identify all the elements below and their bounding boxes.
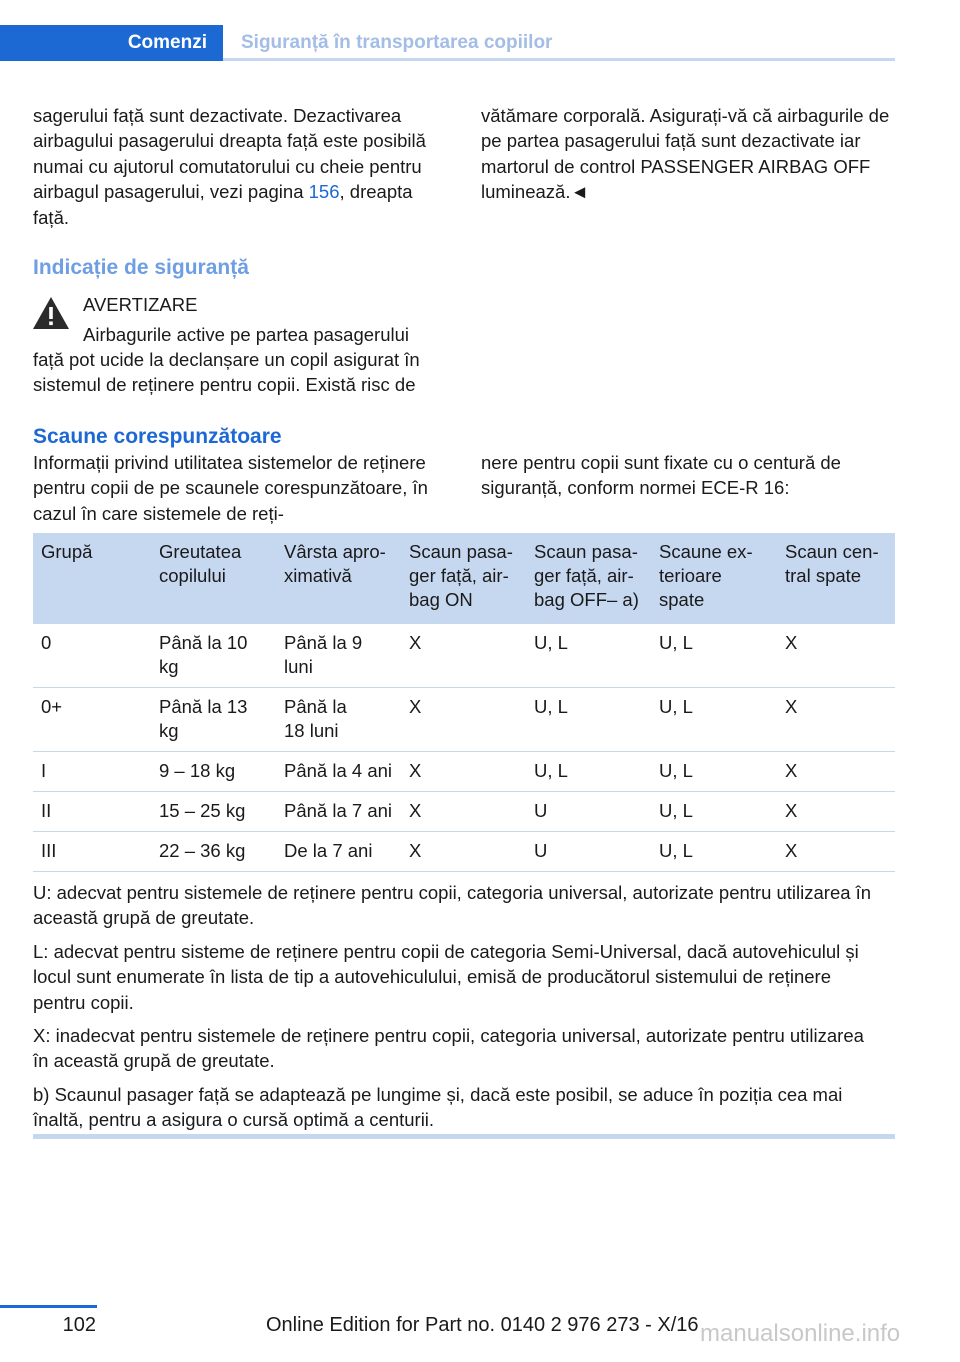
table-cell: U, L xyxy=(651,688,777,752)
table-cell: U, L xyxy=(526,752,651,792)
seats-table xyxy=(33,533,895,872)
table-row xyxy=(33,792,895,832)
header-bar xyxy=(0,25,895,61)
col-header-front-airbag-off: Scaun pasager față, airbag OFF– a) xyxy=(526,533,651,624)
table-cell: U, L xyxy=(526,688,651,752)
table-end-divider xyxy=(33,1134,895,1139)
table-cell: X xyxy=(401,688,526,752)
seats-heading: Scaune corespunzătoare xyxy=(33,425,282,448)
warning-text-first-line: Airbagurile active pe partea pasagerului xyxy=(83,324,410,345)
table-cell: X xyxy=(401,624,526,688)
page-link-156[interactable]: 156 xyxy=(308,181,340,203)
seats-intro-left: Informații privind utilitatea sistemelor de reținere pentru copii de pe scaunele corespunzătoare, în cazul în care sistemele de reți- xyxy=(33,452,428,524)
table-notes xyxy=(33,880,883,1141)
table-cell: Până la 18 luni xyxy=(276,688,401,752)
col-header-front-airbag-on: Scaun pasager față, airbag ON xyxy=(401,533,526,624)
table-cell: X xyxy=(777,752,895,792)
table-cell: De la 7 ani xyxy=(276,832,401,872)
warning-text: față pot ucide la declanșare un copil asigurat în sistemul de reținere pentru copii. Există risc de xyxy=(33,349,420,396)
table-cell: III xyxy=(33,832,151,872)
tab-section-title[interactable]: Siguranță în transportarea copiilor xyxy=(241,32,553,53)
table-cell: Până la 13 kg xyxy=(151,688,276,752)
intro-text-2: , dreapta față. xyxy=(33,181,413,228)
table-cell: II xyxy=(33,792,151,832)
table-cell: I xyxy=(33,752,151,792)
footer-accent-bar xyxy=(0,1305,97,1308)
table-cell: 0 xyxy=(33,624,151,688)
safety-heading: Indicație de siguranță xyxy=(33,256,249,279)
table-row xyxy=(33,688,895,752)
table-cell: Până la 10 kg xyxy=(151,624,276,688)
table-cell: X xyxy=(777,832,895,872)
table-cell: Până la 4 ani xyxy=(276,752,401,792)
table-cell: X xyxy=(401,832,526,872)
table-cell: 9 – 18 kg xyxy=(151,752,276,792)
table-cell: X xyxy=(777,792,895,832)
note-x: X: inadecvat pentru sistemele de reținere pentru copii, categoria universal, autorizate pentru utilizarea în această grupă de greutate. xyxy=(33,1025,864,1072)
table-cell: X xyxy=(777,688,895,752)
warning-label: AVERTIZARE xyxy=(83,294,198,315)
col-header-rear-outer: Scaune exterioare spate xyxy=(651,533,777,624)
watermark: manualsonline.info xyxy=(700,1320,901,1347)
col-header-age: Vârsta aproximativă xyxy=(276,533,401,624)
intro-text-1: sagerului față sunt dezactivate. Dezactivarea airbagului pasagerului dreapta față este posibilă numai cu ajutorul comutatorului cu cheie pentru airbagul pasagerului, vezi pagina xyxy=(33,105,426,203)
table-cell: U, L xyxy=(526,624,651,688)
edition-text: Online Edition for Part no. 0140 2 976 273 - X/16 xyxy=(266,1314,699,1336)
intro-paragraph-right: vătămare corporală. Asigurați-vă că airbagurile de pe partea pasagerului față sunt dezactivate iar martorul de control PASSENGER AIRBAG OFF luminează.◄ xyxy=(481,105,890,203)
table-cell: X xyxy=(401,792,526,832)
tab-comenzi[interactable]: Comenzi xyxy=(0,25,223,61)
intro-paragraph-left xyxy=(33,103,453,230)
table-cell: U, L xyxy=(651,832,777,872)
table-row xyxy=(33,832,895,872)
note-b: b) Scaunul pasager față se adaptează pe lungime și, dacă este posibil, se aduce în poziția cea mai înaltă, pentru a asigura o cursă optimă a centurii. xyxy=(33,1083,843,1131)
table-row xyxy=(33,624,895,688)
header-divider xyxy=(223,58,895,61)
col-header-rear-center: Scaun central spate xyxy=(777,533,895,624)
table-cell: Până la 9 luni xyxy=(276,624,401,688)
note-l: L: adecvat pentru sisteme de reținere pentru copii de categoria Semi-Universal, dacă autovehiculul și locul sunt enumerate în lista de tip a autovehiculului, emisă de producătorul sistemului de reținere pentru copii. xyxy=(33,940,859,1013)
table-cell: U, L xyxy=(651,624,777,688)
col-header-weight: Greutatea copilului xyxy=(151,533,276,624)
warning-triangle-icon xyxy=(31,295,71,331)
table-cell: U, L xyxy=(651,792,777,832)
note-u: U: adecvat pentru sistemele de reținere pentru copii, categoria universal, autorizate pentru utilizarea în această grupă de greutate. xyxy=(33,882,872,929)
table-row xyxy=(33,752,895,792)
table-header-row xyxy=(33,533,895,624)
table-cell: U xyxy=(526,832,651,872)
table-cell: X xyxy=(401,752,526,792)
table-cell: U, L xyxy=(651,752,777,792)
table-cell: 0+ xyxy=(33,688,151,752)
table-cell: 22 – 36 kg xyxy=(151,832,276,872)
table-cell: U xyxy=(526,792,651,832)
table-cell: Până la 7 ani xyxy=(276,792,401,832)
table-cell: 15 – 25 kg xyxy=(151,792,276,832)
col-header-group: Grupă xyxy=(33,533,151,624)
seats-intro-right: nere pentru copii sunt fixate cu o centură de siguranță, conform normei ECE-R 16: xyxy=(481,452,841,499)
table-cell: X xyxy=(777,624,895,688)
page-number: 102 xyxy=(62,1314,96,1336)
